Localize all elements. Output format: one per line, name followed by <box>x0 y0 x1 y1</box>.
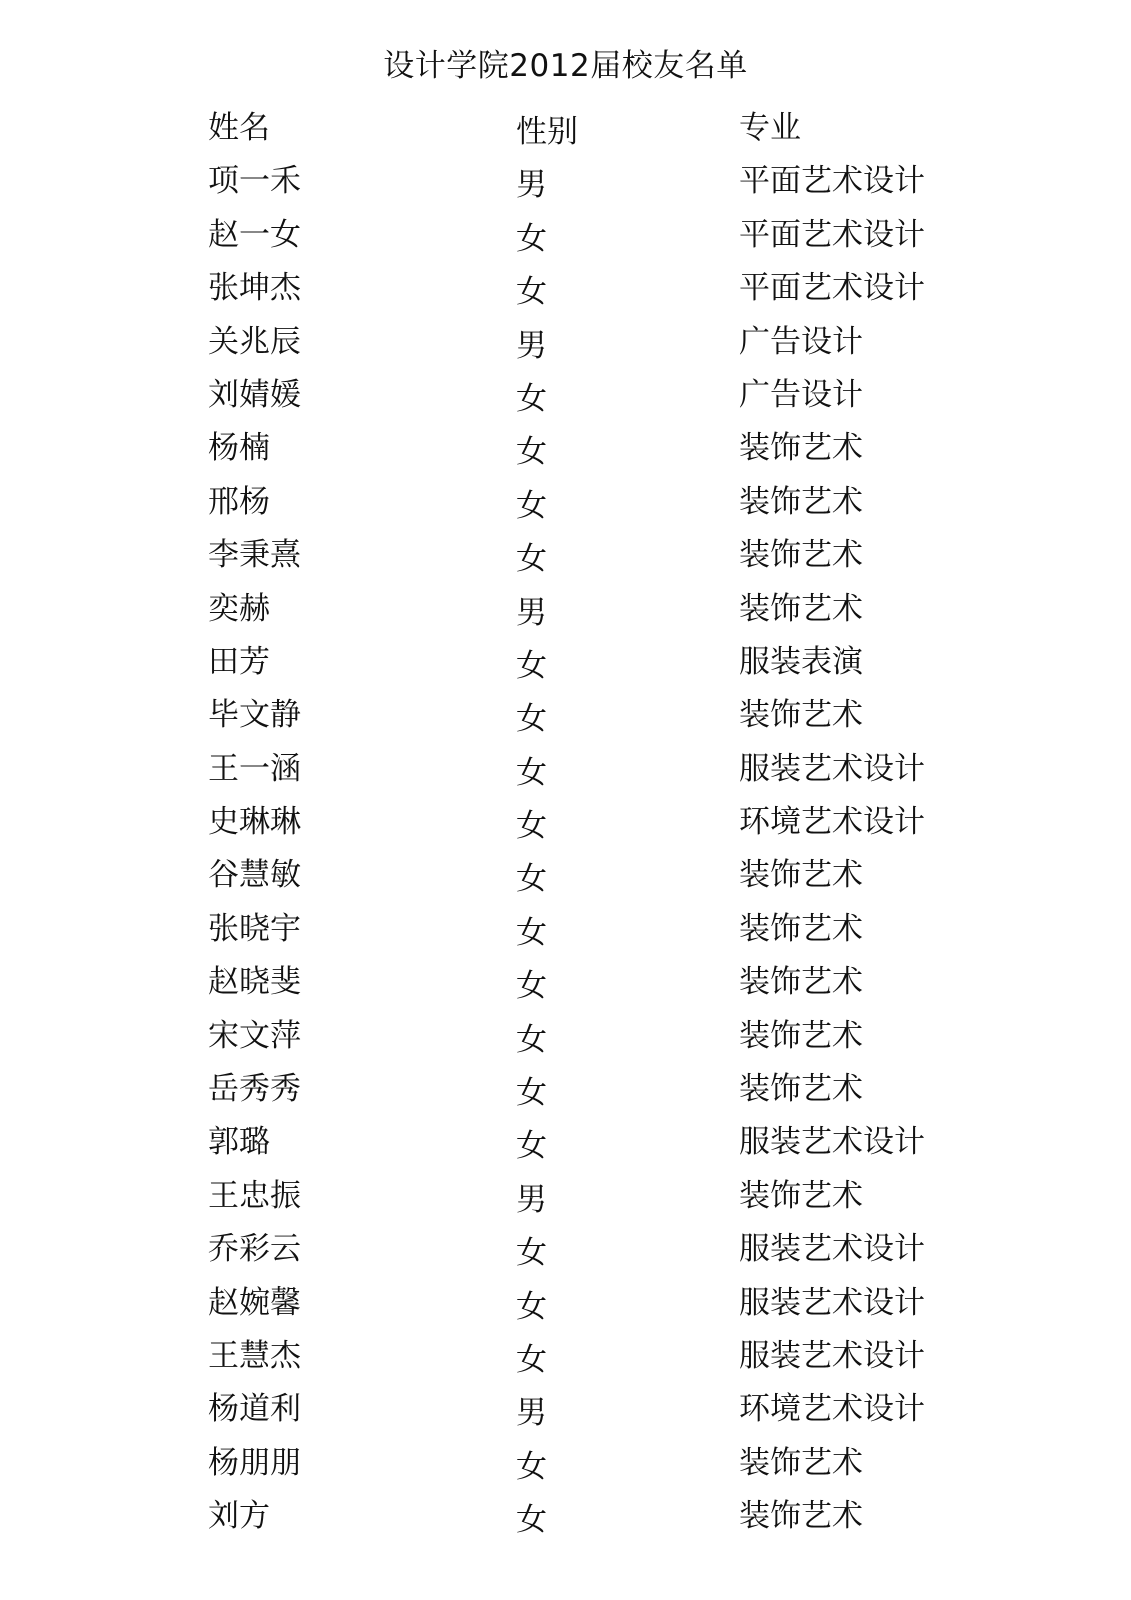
alumni-table <box>208 102 968 1544</box>
cell-major: 服装艺术设计 <box>739 1337 925 1374</box>
cell-major: 装饰艺术 <box>739 1177 863 1214</box>
cell-name: 王忠振 <box>208 1177 301 1214</box>
cell-gender: 女 <box>516 1128 547 1165</box>
cell-gender: 女 <box>516 380 547 417</box>
table-row <box>208 796 968 849</box>
cell-name: 刘方 <box>208 1498 270 1535</box>
cell-name: 杨道利 <box>208 1391 301 1428</box>
table-row <box>208 1437 968 1490</box>
table-row <box>208 849 968 902</box>
cell-major: 装饰艺术 <box>739 1017 863 1054</box>
table-row <box>208 422 968 475</box>
cell-gender: 男 <box>516 327 547 364</box>
cell-gender: 女 <box>516 701 547 738</box>
cell-gender: 女 <box>516 1021 547 1058</box>
cell-name: 邢杨 <box>208 483 270 520</box>
cell-gender: 女 <box>516 1448 547 1485</box>
cell-gender: 女 <box>516 1502 547 1539</box>
table-row <box>208 476 968 529</box>
table-row <box>208 1223 968 1276</box>
table-row <box>208 316 968 369</box>
cell-name: 赵晓斐 <box>208 964 301 1001</box>
table-row <box>208 636 968 689</box>
cell-gender: 女 <box>516 1235 547 1272</box>
cell-gender: 女 <box>516 754 547 791</box>
cell-gender: 男 <box>516 1395 547 1432</box>
table-row <box>208 1330 968 1383</box>
cell-major: 平面艺术设计 <box>739 163 925 200</box>
cell-gender: 女 <box>516 274 547 311</box>
cell-major: 广告设计 <box>739 376 863 413</box>
cell-major: 平面艺术设计 <box>739 270 925 307</box>
cell-major: 装饰艺术 <box>739 590 863 627</box>
cell-name: 刘婧媛 <box>208 376 301 413</box>
cell-major: 装饰艺术 <box>739 483 863 520</box>
cell-major: 服装艺术设计 <box>739 1124 925 1161</box>
cell-major: 服装表演 <box>739 643 863 680</box>
cell-gender: 女 <box>516 968 547 1005</box>
cell-major: 服装艺术设计 <box>739 750 925 787</box>
cell-gender: 女 <box>516 861 547 898</box>
cell-gender: 男 <box>516 167 547 204</box>
cell-name: 关兆辰 <box>208 323 301 360</box>
cell-major: 环境艺术设计 <box>739 804 925 841</box>
cell-gender: 女 <box>516 541 547 578</box>
cell-gender: 男 <box>516 1181 547 1218</box>
table-row <box>208 743 968 796</box>
cell-major: 装饰艺术 <box>739 1071 863 1108</box>
cell-major: 服装艺术设计 <box>739 1284 925 1321</box>
cell-gender: 女 <box>516 914 547 951</box>
table-body <box>208 155 968 1543</box>
table-row <box>208 1063 968 1116</box>
cell-name: 王慧杰 <box>208 1337 301 1374</box>
table-row <box>208 1116 968 1169</box>
table-header-row <box>208 102 968 155</box>
table-row <box>208 155 968 208</box>
cell-name: 奕赫 <box>208 590 270 627</box>
cell-major: 服装艺术设计 <box>739 1231 925 1268</box>
table-row <box>208 1010 968 1063</box>
table-row <box>208 689 968 742</box>
table-row <box>208 1383 968 1436</box>
cell-major: 装饰艺术 <box>739 537 863 574</box>
cell-name: 谷慧敏 <box>208 857 301 894</box>
table-row <box>208 1490 968 1543</box>
cell-gender: 女 <box>516 220 547 257</box>
cell-major: 装饰艺术 <box>739 857 863 894</box>
header-name: 姓名 <box>208 110 270 146</box>
cell-name: 李秉熹 <box>208 537 301 574</box>
cell-gender: 女 <box>516 434 547 471</box>
cell-name: 乔彩云 <box>208 1231 301 1268</box>
table-row <box>208 903 968 956</box>
cell-name: 赵婉馨 <box>208 1284 301 1321</box>
cell-name: 王一涵 <box>208 750 301 787</box>
cell-name: 郭璐 <box>208 1124 270 1161</box>
table-row <box>208 583 968 636</box>
cell-gender: 女 <box>516 1075 547 1112</box>
cell-gender: 女 <box>516 1288 547 1325</box>
cell-major: 装饰艺术 <box>739 1498 863 1535</box>
cell-gender: 女 <box>516 647 547 684</box>
cell-gender: 男 <box>516 594 547 631</box>
cell-gender: 女 <box>516 1341 547 1378</box>
cell-name: 杨楠 <box>208 430 270 467</box>
table-row <box>208 529 968 582</box>
cell-major: 装饰艺术 <box>739 910 863 947</box>
cell-name: 毕文静 <box>208 697 301 734</box>
cell-name: 张坤杰 <box>208 270 301 307</box>
cell-major: 广告设计 <box>739 323 863 360</box>
cell-major: 环境艺术设计 <box>739 1391 925 1428</box>
cell-name: 项一禾 <box>208 163 301 200</box>
cell-gender: 女 <box>516 487 547 524</box>
table-row <box>208 209 968 262</box>
table-row <box>208 369 968 422</box>
cell-major: 装饰艺术 <box>739 697 863 734</box>
table-row <box>208 956 968 1009</box>
cell-name: 宋文萍 <box>208 1017 301 1054</box>
table-row <box>208 1170 968 1223</box>
cell-name: 张晓宇 <box>208 910 301 947</box>
cell-major: 装饰艺术 <box>739 430 863 467</box>
cell-name: 杨朋朋 <box>208 1444 301 1481</box>
cell-name: 赵一女 <box>208 216 301 253</box>
cell-major: 装饰艺术 <box>739 1444 863 1481</box>
table-row <box>208 262 968 315</box>
header-gender: 性别 <box>516 114 578 150</box>
cell-gender: 女 <box>516 808 547 845</box>
cell-major: 装饰艺术 <box>739 964 863 1001</box>
cell-name: 岳秀秀 <box>208 1071 301 1108</box>
cell-name: 史琳琳 <box>208 804 301 841</box>
page-title: 设计学院2012届校友名单 <box>383 48 748 84</box>
cell-name: 田芳 <box>208 643 270 680</box>
header-major: 专业 <box>739 110 801 146</box>
cell-major: 平面艺术设计 <box>739 216 925 253</box>
table-row <box>208 1277 968 1330</box>
